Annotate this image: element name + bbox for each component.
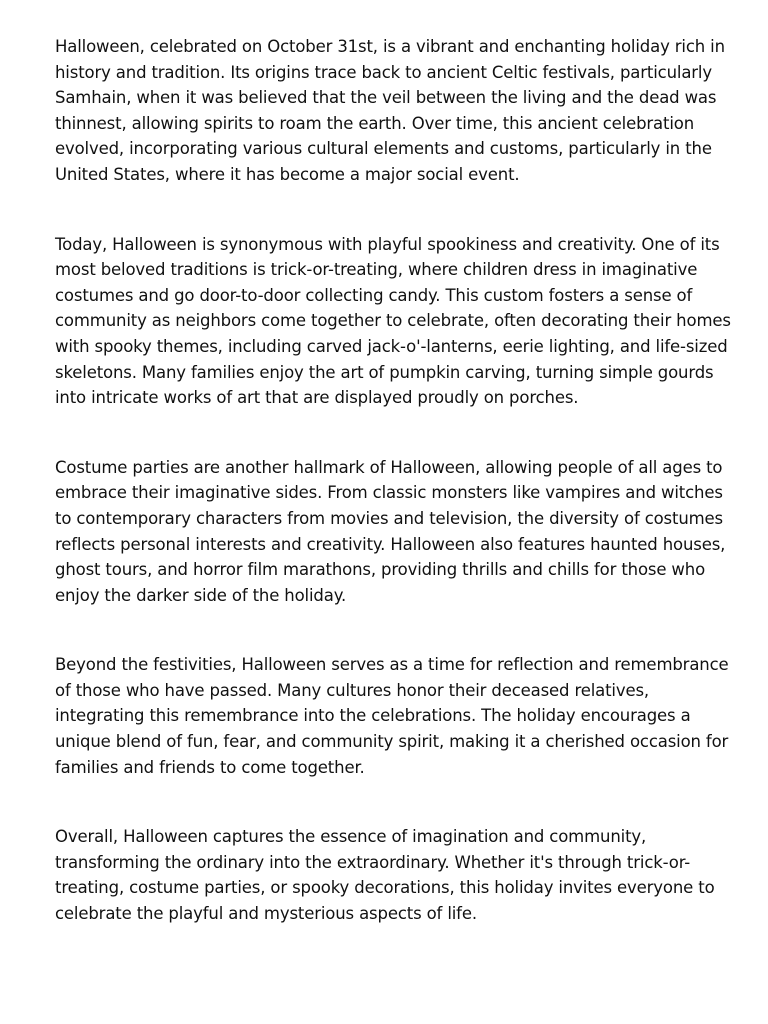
paragraph-overall: Overall, Halloween captures the essence of imagination and community, transforming the ordinary into the extraordinary. Whether it's through trick-or-treating, costume parties, or spooky decorations, this holiday invites everyone to celebrate the playful and mysterious aspects of life. <box>55 827 715 924</box>
paragraph-remembrance: Beyond the festivities, Halloween serves as a time for reflection and remembrance of those who have passed. Many cultures honor their deceased relatives, integrating this remembrance into the celebrations. The holiday encourages a unique blend of fun, fear, and community spirit, making it a cherished occasion for families and friends to come together. <box>55 655 729 777</box>
paragraph-origins: Halloween, celebrated on October 31st, is a vibrant and enchanting holiday rich in history and tradition. Its origins trace back to ancient Celtic festivals, particularly Samhain, when it was believed that the veil between the living and the dead was thinnest, allowing spirits to roam the earth. Over time, this ancient celebration evolved, incorporating various cultural elements and customs, particularly in the United States, where it has become a major social event. <box>55 37 725 184</box>
document-body <box>55 34 735 927</box>
paragraph-trick-or-treating: Today, Halloween is synonymous with playful spookiness and creativity. One of its most beloved traditions is trick-or-treating, where children dress in imaginative costumes and go door-to-door collecting candy. This custom fosters a sense of community as neighbors come together to celebrate, often decorating their homes with spooky themes, including carved jack-o'-lanterns, eerie lighting, and life-sized skeletons. Many families enjoy the art of pumpkin carving, turning simple gourds into intricate works of art that are displayed proudly on porches. <box>55 234 731 408</box>
paragraph-costume-parties: Costume parties are another hallmark of Halloween, allowing people of all ages to embrace their imaginative sides. From classic monsters like vampires and witches to contemporary characters from movies and television, the diversity of costumes reflects personal interests and creativity. Halloween also features haunted houses, ghost tours, and horror film marathons, providing thrills and chills for those who enjoy the darker side of the holiday. <box>55 457 726 605</box>
